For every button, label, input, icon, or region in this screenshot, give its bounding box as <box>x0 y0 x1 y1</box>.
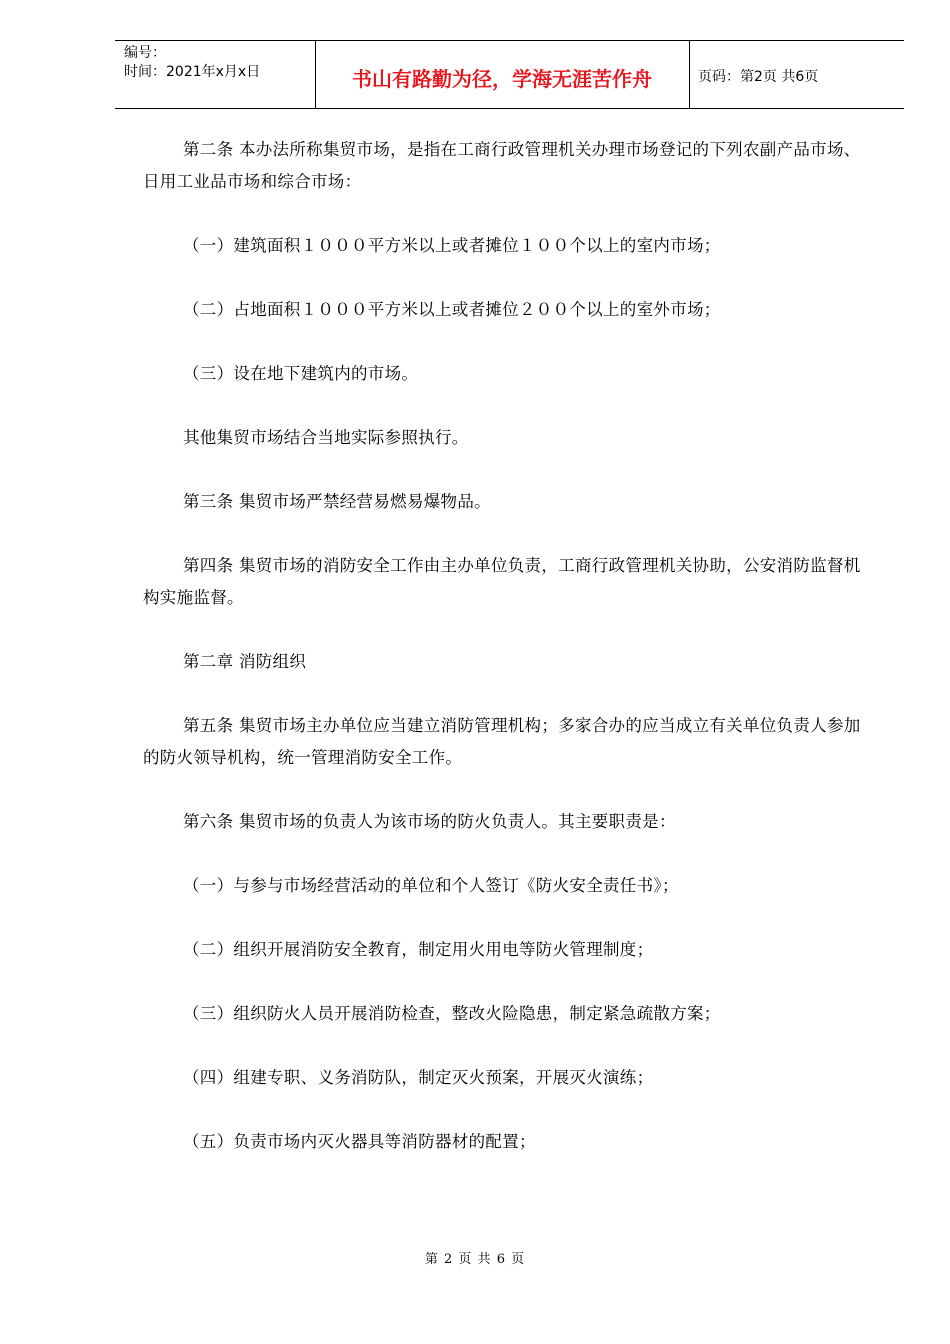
paragraph: 其他集贸市场结合当地实际参照执行。 <box>183 428 469 447</box>
document-date-label: 时间：2021年x月x日 <box>124 64 261 80</box>
paragraph: （一）建筑面积１０００平方米以上或者摊位１００个以上的室内市场； <box>183 236 721 255</box>
document-body <box>143 134 868 1190</box>
header-page-number: 页码：第2页 共6页 <box>698 69 819 85</box>
header-motto-cell <box>315 41 690 108</box>
paragraph: （四）组建专职、义务消防队，制定灭火预案，开展灭火演练； <box>183 1068 654 1087</box>
document-number-label: 编号： <box>124 45 166 61</box>
paragraph: （五）负责市场内灭火器具等消防器材的配置； <box>183 1132 536 1151</box>
paragraph: （三）组织防火人员开展消防检查，整改火险隐患，制定紧急疏散方案； <box>183 1004 721 1023</box>
paragraph: （一）与参与市场经营活动的单位和个人签订《防火安全责任书》； <box>183 876 679 895</box>
paragraph: 第四条 集贸市场的消防安全工作由主办单位负责，工商行政管理机关协助，公安消防监督机构实施监督。 <box>143 556 861 607</box>
header-motto: 书山有路勤为径，学海无涯苦作舟 <box>352 67 652 91</box>
page-header <box>115 40 904 109</box>
paragraph: 第二条 本办法所称集贸市场，是指在工商行政管理机关办理市场登记的下列农副产品市场、日用工业品市场和综合市场： <box>143 140 861 191</box>
header-meta-cell <box>115 41 316 108</box>
header-page-cell <box>690 41 904 108</box>
paragraph: 第五条 集贸市场主办单位应当建立消防管理机构；多家合办的应当成立有关单位负责人参加的防火领导机构，统一管理消防安全工作。 <box>143 716 861 767</box>
paragraph: （三）设在地下建筑内的市场。 <box>183 364 419 383</box>
paragraph: （二）组织开展消防安全教育，制定用火用电等防火管理制度； <box>183 940 654 959</box>
paragraph: 第六条 集贸市场的负责人为该市场的防火负责人。其主要职责是： <box>183 812 676 831</box>
paragraph: 第三条 集贸市场严禁经营易燃易爆物品。 <box>183 492 491 511</box>
chapter-heading: 第二章 消防组织 <box>183 652 307 671</box>
page-footer: 第 2 页 共 6 页 <box>424 1252 526 1267</box>
paragraph: （二）占地面积１０００平方米以上或者摊位２００个以上的室外市场； <box>183 300 721 319</box>
